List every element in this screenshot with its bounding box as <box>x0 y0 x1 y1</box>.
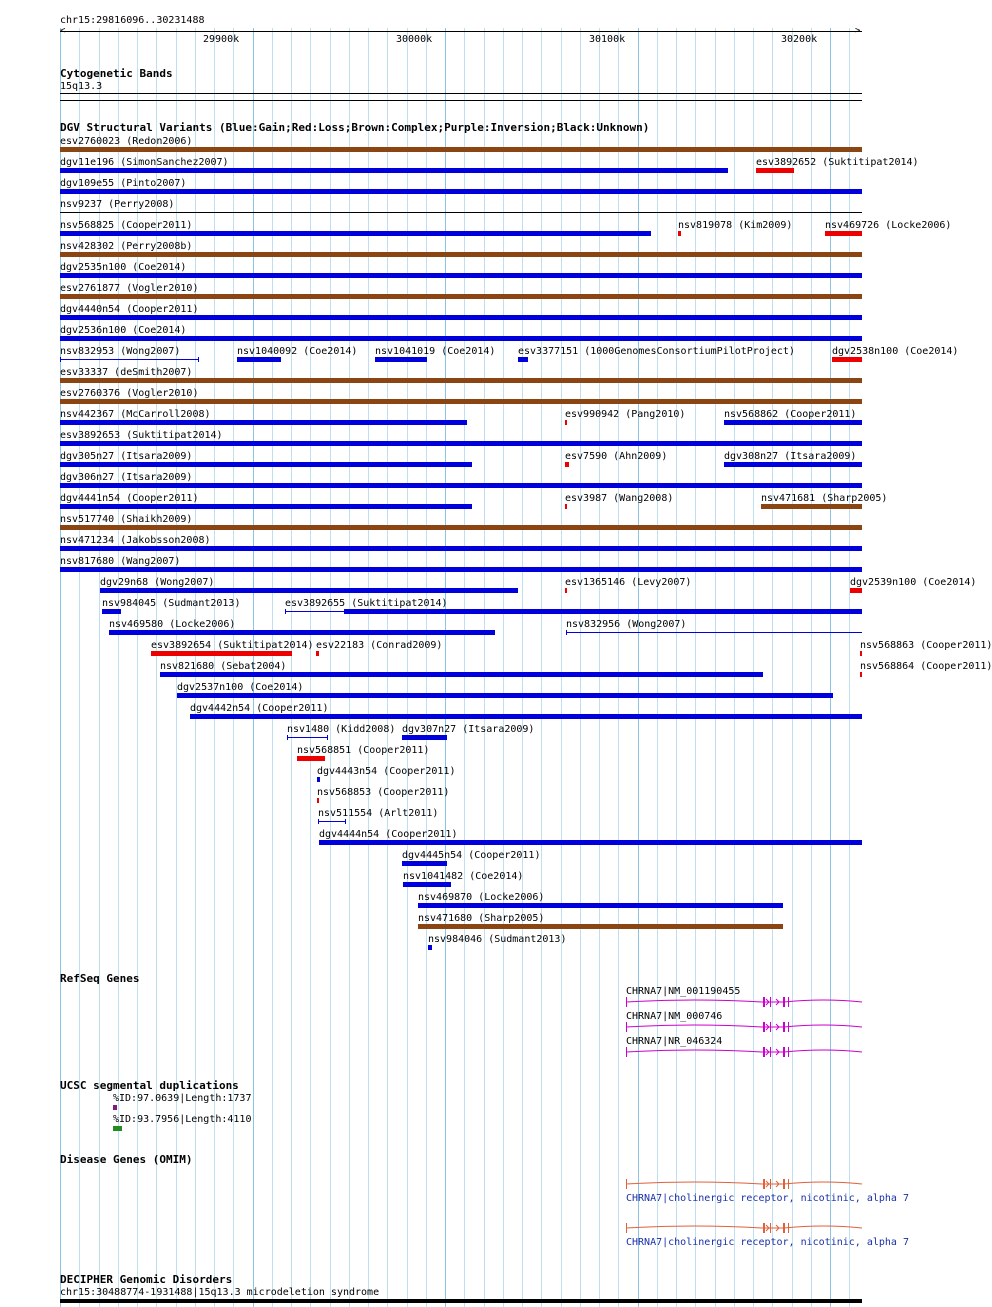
refseq-transcript-model[interactable] <box>624 996 864 1008</box>
segdup-feature[interactable] <box>113 1105 117 1110</box>
dgv-feature-bar[interactable] <box>60 168 728 173</box>
dgv-track-title[interactable]: DGV Structural Variants (Blue:Gain;Red:Loss;Brown:Complex;Purple:Inversion;Black:Unknown) <box>60 121 650 134</box>
omim-track <box>0 1170 909 1260</box>
dgv-feature-label[interactable]: nsv568864 (Cooper2011) <box>860 661 992 672</box>
dgv-feature-label[interactable]: esv22183 (Conrad2009) <box>316 640 443 651</box>
refseq-transcript-label[interactable]: CHRNA7|NR_046324 <box>626 1036 723 1047</box>
dgv-feature-bar[interactable] <box>375 357 427 362</box>
dgv-feature-bar[interactable] <box>60 441 862 446</box>
dgv-feature-label[interactable]: dgv305n27 (Itsara2009) <box>60 451 193 462</box>
ruler-tick: 30200k <box>781 34 818 45</box>
dgv-feature-label[interactable]: esv2760023 (Redon2006) <box>60 136 193 147</box>
dgv-feature-bar[interactable] <box>832 357 862 362</box>
dgv-feature-label[interactable]: dgv306n27 (Itsara2009) <box>60 472 193 483</box>
dgv-feature-bar[interactable] <box>237 357 281 362</box>
dgv-feature-label[interactable]: nsv471234 (Jakobsson2008) <box>60 535 211 546</box>
dgv-feature-label[interactable]: esv3892654 (Suktitipat2014) <box>151 640 314 651</box>
dgv-feature-label[interactable]: nsv819078 (Kim2009) <box>678 220 793 231</box>
dgv-feature-bar[interactable] <box>190 714 862 719</box>
dgv-feature-bar[interactable] <box>60 189 862 194</box>
dgv-feature-bar[interactable] <box>565 462 569 467</box>
dgv-feature-label[interactable]: nsv984046 (Sudmant2013) <box>428 934 567 945</box>
dgv-feature-label[interactable]: nsv568862 (Cooper2011) <box>724 409 857 420</box>
dgv-feature-label[interactable]: dgv4443n54 (Cooper2011) <box>317 766 456 777</box>
dgv-feature-bar[interactable] <box>860 651 862 656</box>
dgv-feature-label[interactable]: nsv568853 (Cooper2011) <box>317 787 450 798</box>
dgv-feature-bar[interactable] <box>285 609 862 614</box>
refseq-transcript-label[interactable]: CHRNA7|NM_000746 <box>626 1011 723 1022</box>
dgv-feature-bar[interactable] <box>60 315 862 320</box>
dgv-feature-bar[interactable] <box>402 735 447 740</box>
dgv-feature-label[interactable]: esv3377151 (1000GenomesConsortiumPilotProject) <box>518 346 795 357</box>
dgv-feature-label[interactable]: dgv4444n54 (Cooper2011) <box>319 829 458 840</box>
dgv-feature-label[interactable]: dgv29n68 (Wong2007) <box>100 577 215 588</box>
dgv-feature-bar[interactable] <box>60 399 862 404</box>
dgv-feature-bar[interactable] <box>318 819 346 824</box>
dgv-feature-bar[interactable] <box>317 777 320 782</box>
dgv-feature-label[interactable]: dgv11e196 (SimonSanchez2007) <box>60 157 229 168</box>
dgv-feature-label[interactable]: dgv109e55 (Pinto2007) <box>60 178 187 189</box>
dgv-feature-label[interactable]: nsv832953 (Wong2007) <box>60 346 181 357</box>
dgv-feature-bar[interactable] <box>825 231 862 236</box>
dgv-feature-label[interactable]: esv33337 (deSmith2007) <box>60 367 193 378</box>
dgv-feature-bar[interactable] <box>60 504 472 509</box>
omim-gene-model[interactable] <box>624 1178 864 1190</box>
dgv-feature-label[interactable]: esv990942 (Pang2010) <box>565 409 686 420</box>
dgv-feature-bar[interactable] <box>60 252 862 257</box>
ruler-location: chr15:29816096..30231488 <box>60 15 205 26</box>
dgv-feature-bar[interactable] <box>109 630 495 635</box>
dgv-feature-label[interactable]: nsv568851 (Cooper2011) <box>297 745 430 756</box>
dgv-feature-label[interactable]: nsv517740 (Shaikh2009) <box>60 514 193 525</box>
refseq-transcript-label[interactable]: CHRNA7|NM_001190455 <box>626 986 741 997</box>
segdup-feature[interactable] <box>113 1126 122 1131</box>
dgv-feature-bar[interactable] <box>565 504 567 509</box>
segdup-track-title[interactable]: UCSC segmental duplications <box>60 1079 239 1092</box>
dgv-feature-label[interactable]: nsv442367 (McCarroll2008) <box>60 409 211 420</box>
dgv-feature-bar[interactable] <box>566 630 862 635</box>
omim-gene-model[interactable] <box>624 1222 864 1234</box>
ruler-axis[interactable]: < > 29900k 30000k 30100k 30200k <box>60 26 861 45</box>
dgv-feature-label[interactable]: nsv469580 (Locke2006) <box>109 619 236 630</box>
dgv-feature-bar[interactable] <box>60 420 467 425</box>
cytoband-label[interactable]: 15q13.3 <box>60 81 103 92</box>
dgv-feature-label[interactable]: esv3892652 (Suktitipat2014) <box>756 157 919 168</box>
ruler-tick: 30100k <box>589 34 626 45</box>
dgv-feature-label[interactable]: nsv821680 (Sebat2004) <box>160 661 287 672</box>
refseq-track <box>0 980 890 1060</box>
dgv-feature-bar[interactable] <box>60 462 472 467</box>
dgv-feature-bar[interactable] <box>418 903 783 908</box>
cytoband-track-title[interactable]: Cytogenetic Bands <box>60 67 173 80</box>
dgv-feature-label[interactable]: nsv568825 (Cooper2011) <box>60 220 193 231</box>
dgv-feature-label[interactable]: nsv471680 (Sharp2005) <box>418 913 545 924</box>
dgv-feature-bar[interactable] <box>177 693 833 698</box>
dgv-feature-label[interactable]: dgv308n27 (Itsara2009) <box>724 451 857 462</box>
dgv-feature-label[interactable]: esv3892655 (Suktitipat2014) <box>285 598 448 609</box>
refseq-transcript-model[interactable] <box>624 1021 864 1033</box>
dgv-feature-bar[interactable] <box>60 294 862 299</box>
dgv-feature-label[interactable]: dgv307n27 (Itsara2009) <box>402 724 535 735</box>
omim-gene-label[interactable]: CHRNA7|cholinergic receptor, nicotinic, alpha 7 <box>626 1193 909 1204</box>
dgv-feature-label[interactable]: dgv2535n100 (Coe2014) <box>60 262 187 273</box>
decipher-track-title[interactable]: DECIPHER Genomic Disorders <box>60 1273 233 1286</box>
dgv-feature-bar[interactable] <box>518 357 528 362</box>
dgv-feature-label[interactable]: dgv4440n54 (Cooper2011) <box>60 304 199 315</box>
dgv-feature-bar[interactable] <box>724 420 862 425</box>
dgv-feature-bar[interactable] <box>565 420 567 425</box>
dgv-feature-bar[interactable] <box>860 672 862 677</box>
dgv-feature-label[interactable]: esv7590 (Ahn2009) <box>565 451 668 462</box>
dgv-feature-bar[interactable] <box>287 735 328 740</box>
dgv-feature-label[interactable]: dgv2537n100 (Coe2014) <box>177 682 304 693</box>
dgv-feature-bar[interactable] <box>60 336 862 341</box>
dgv-feature-bar[interactable] <box>297 756 325 761</box>
dgv-feature-bar[interactable] <box>565 588 567 593</box>
dgv-feature-bar[interactable] <box>60 212 862 213</box>
segdup-label[interactable]: %ID:97.0639|Length:1737 <box>113 1093 252 1104</box>
dgv-feature-label[interactable]: dgv2538n100 (Coe2014) <box>832 346 959 357</box>
dgv-feature-label[interactable]: dgv2539n100 (Coe2014) <box>850 577 977 588</box>
dgv-feature-label[interactable]: nsv1040092 (Coe2014) <box>237 346 358 357</box>
refseq-track-title[interactable]: RefSeq Genes <box>60 972 140 985</box>
dgv-feature-label[interactable]: nsv469870 (Locke2006) <box>418 892 545 903</box>
dgv-feature-label[interactable]: esv3987 (Wang2008) <box>565 493 674 504</box>
dgv-feature-label[interactable]: esv1365146 (Levy2007) <box>565 577 692 588</box>
dgv-feature-bar[interactable] <box>60 147 862 152</box>
decipher-bar[interactable] <box>60 1299 862 1303</box>
dgv-feature-label[interactable]: nsv817680 (Wang2007) <box>60 556 181 567</box>
dgv-feature-label[interactable]: esv3892653 (Suktitipat2014) <box>60 430 223 441</box>
dgv-feature-label[interactable]: esv2760376 (Vogler2010) <box>60 388 199 399</box>
dgv-feature-bar[interactable] <box>60 483 862 488</box>
dgv-feature-label[interactable]: dgv2536n100 (Coe2014) <box>60 325 187 336</box>
dgv-feature-bar[interactable] <box>428 945 432 950</box>
ruler-tick: 29900k <box>203 34 240 45</box>
dgv-feature-bar[interactable] <box>403 882 451 887</box>
dgv-feature-label[interactable]: nsv428302 (Perry2008b) <box>60 241 193 252</box>
dgv-feature-label[interactable]: nsv471681 (Sharp2005) <box>761 493 888 504</box>
dgv-feature-bar[interactable] <box>756 168 794 173</box>
dgv-feature-bar[interactable] <box>60 357 199 362</box>
dgv-feature-bar[interactable] <box>60 546 862 551</box>
dgv-feature-bar[interactable] <box>418 924 783 929</box>
dgv-feature-bar[interactable] <box>60 273 862 278</box>
dgv-feature-bar[interactable] <box>160 672 763 677</box>
dgv-feature-bar[interactable] <box>60 231 651 236</box>
dgv-feature-label[interactable]: dgv4442n54 (Cooper2011) <box>190 703 329 714</box>
refseq-transcript-model[interactable] <box>624 1046 864 1058</box>
dgv-feature-bar[interactable] <box>678 231 681 236</box>
dgv-feature-bar[interactable] <box>60 567 862 572</box>
dgv-feature-bar[interactable] <box>316 651 319 656</box>
dgv-feature-label[interactable]: nsv469726 (Locke2006) <box>825 220 952 231</box>
dgv-feature-bar[interactable] <box>151 651 292 656</box>
dgv-feature-label[interactable]: dgv4441n54 (Cooper2011) <box>60 493 199 504</box>
dgv-feature-label[interactable]: nsv984045 (Sudmant2013) <box>102 598 241 609</box>
dgv-feature-bar[interactable] <box>317 798 319 803</box>
dgv-feature-label[interactable]: nsv1041482 (Coe2014) <box>403 871 524 882</box>
dgv-feature-bar[interactable] <box>60 525 862 530</box>
dgv-feature-label[interactable]: esv2761877 (Vogler2010) <box>60 283 199 294</box>
dgv-feature-label[interactable]: nsv511554 (Arlt2011) <box>318 808 439 819</box>
segdup-label[interactable]: %ID:93.7956|Length:4110 <box>113 1114 252 1125</box>
dgv-feature-bar[interactable] <box>100 588 518 593</box>
dgv-feature-label[interactable]: nsv1041019 (Coe2014) <box>375 346 496 357</box>
dgv-feature-label[interactable]: nsv832956 (Wong2007) <box>566 619 687 630</box>
dgv-feature-bar[interactable] <box>402 861 447 866</box>
omim-track-title[interactable]: Disease Genes (OMIM) <box>60 1153 193 1166</box>
dgv-feature-label[interactable]: nsv9237 (Perry2008) <box>60 199 175 210</box>
ruler-tick: 30000k <box>396 34 433 45</box>
dgv-feature-bar[interactable] <box>850 588 862 593</box>
decipher-label[interactable]: chr15:30488774-1931488|15q13.3 microdeletion syndrome <box>60 1287 380 1298</box>
dgv-feature-bar[interactable] <box>761 504 862 509</box>
dgv-feature-bar[interactable] <box>724 462 862 467</box>
dgv-feature-label[interactable]: nsv568863 (Cooper2011) <box>860 640 992 651</box>
dgv-feature-bar[interactable] <box>102 609 121 614</box>
dgv-feature-label[interactable]: nsv1480 (Kidd2008) <box>287 724 396 735</box>
dgv-feature-label[interactable]: dgv4445n54 (Cooper2011) <box>402 850 541 861</box>
dgv-feature-bar[interactable] <box>60 378 862 383</box>
omim-gene-label[interactable]: CHRNA7|cholinergic receptor, nicotinic, alpha 7 <box>626 1237 909 1248</box>
dgv-feature-bar[interactable] <box>319 840 862 845</box>
